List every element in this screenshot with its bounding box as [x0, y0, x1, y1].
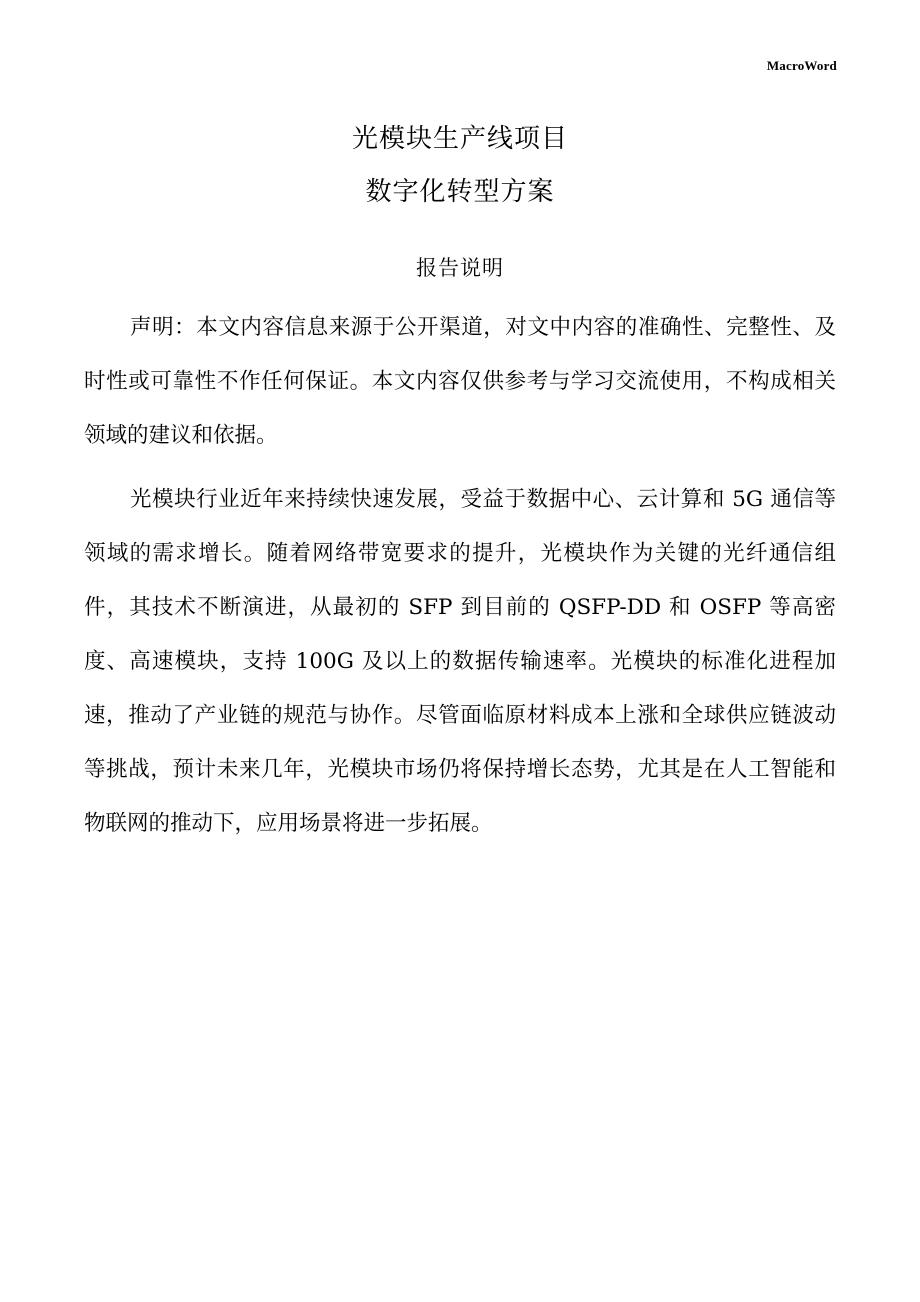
- document-title-line2: 数字化转型方案: [365, 177, 555, 207]
- header-brand: MacroWord: [766, 58, 837, 73]
- section-heading: 报告说明: [416, 256, 504, 280]
- document-title-line1: 光模块生产线项目: [351, 124, 568, 154]
- body-paragraph: 光模块行业近年来持续快速发展，受益于数据中心、云计算和 5G 通信等领域的需求增长。随着网络带宽要求的提升，光模块作为关键的光纤通信组件，其技术不断演进，从最初的 SFP 到目前的 QSFP-DD 和 OSFP 等高密度、高速模块，支持 100G 及以上的数据传输速率。光模块的标准化进程加速，推动了产业链的规范与协作。尽管面临原材料成本上涨和全球供应链波动等挑战，预计未来几年，光模块市场仍将保持增长态势，尤其是在人工智能和物联网的推动下，应用场景将进一步拓展。: [84, 487, 836, 836]
- disclaimer-paragraph: 声明：本文内容信息来源于公开渠道，对文中内容的准确性、完整性、及时性或可靠性不作任何保证。本文内容仅供参考与学习交流使用，不构成相关领域的建议和依据。: [84, 315, 836, 448]
